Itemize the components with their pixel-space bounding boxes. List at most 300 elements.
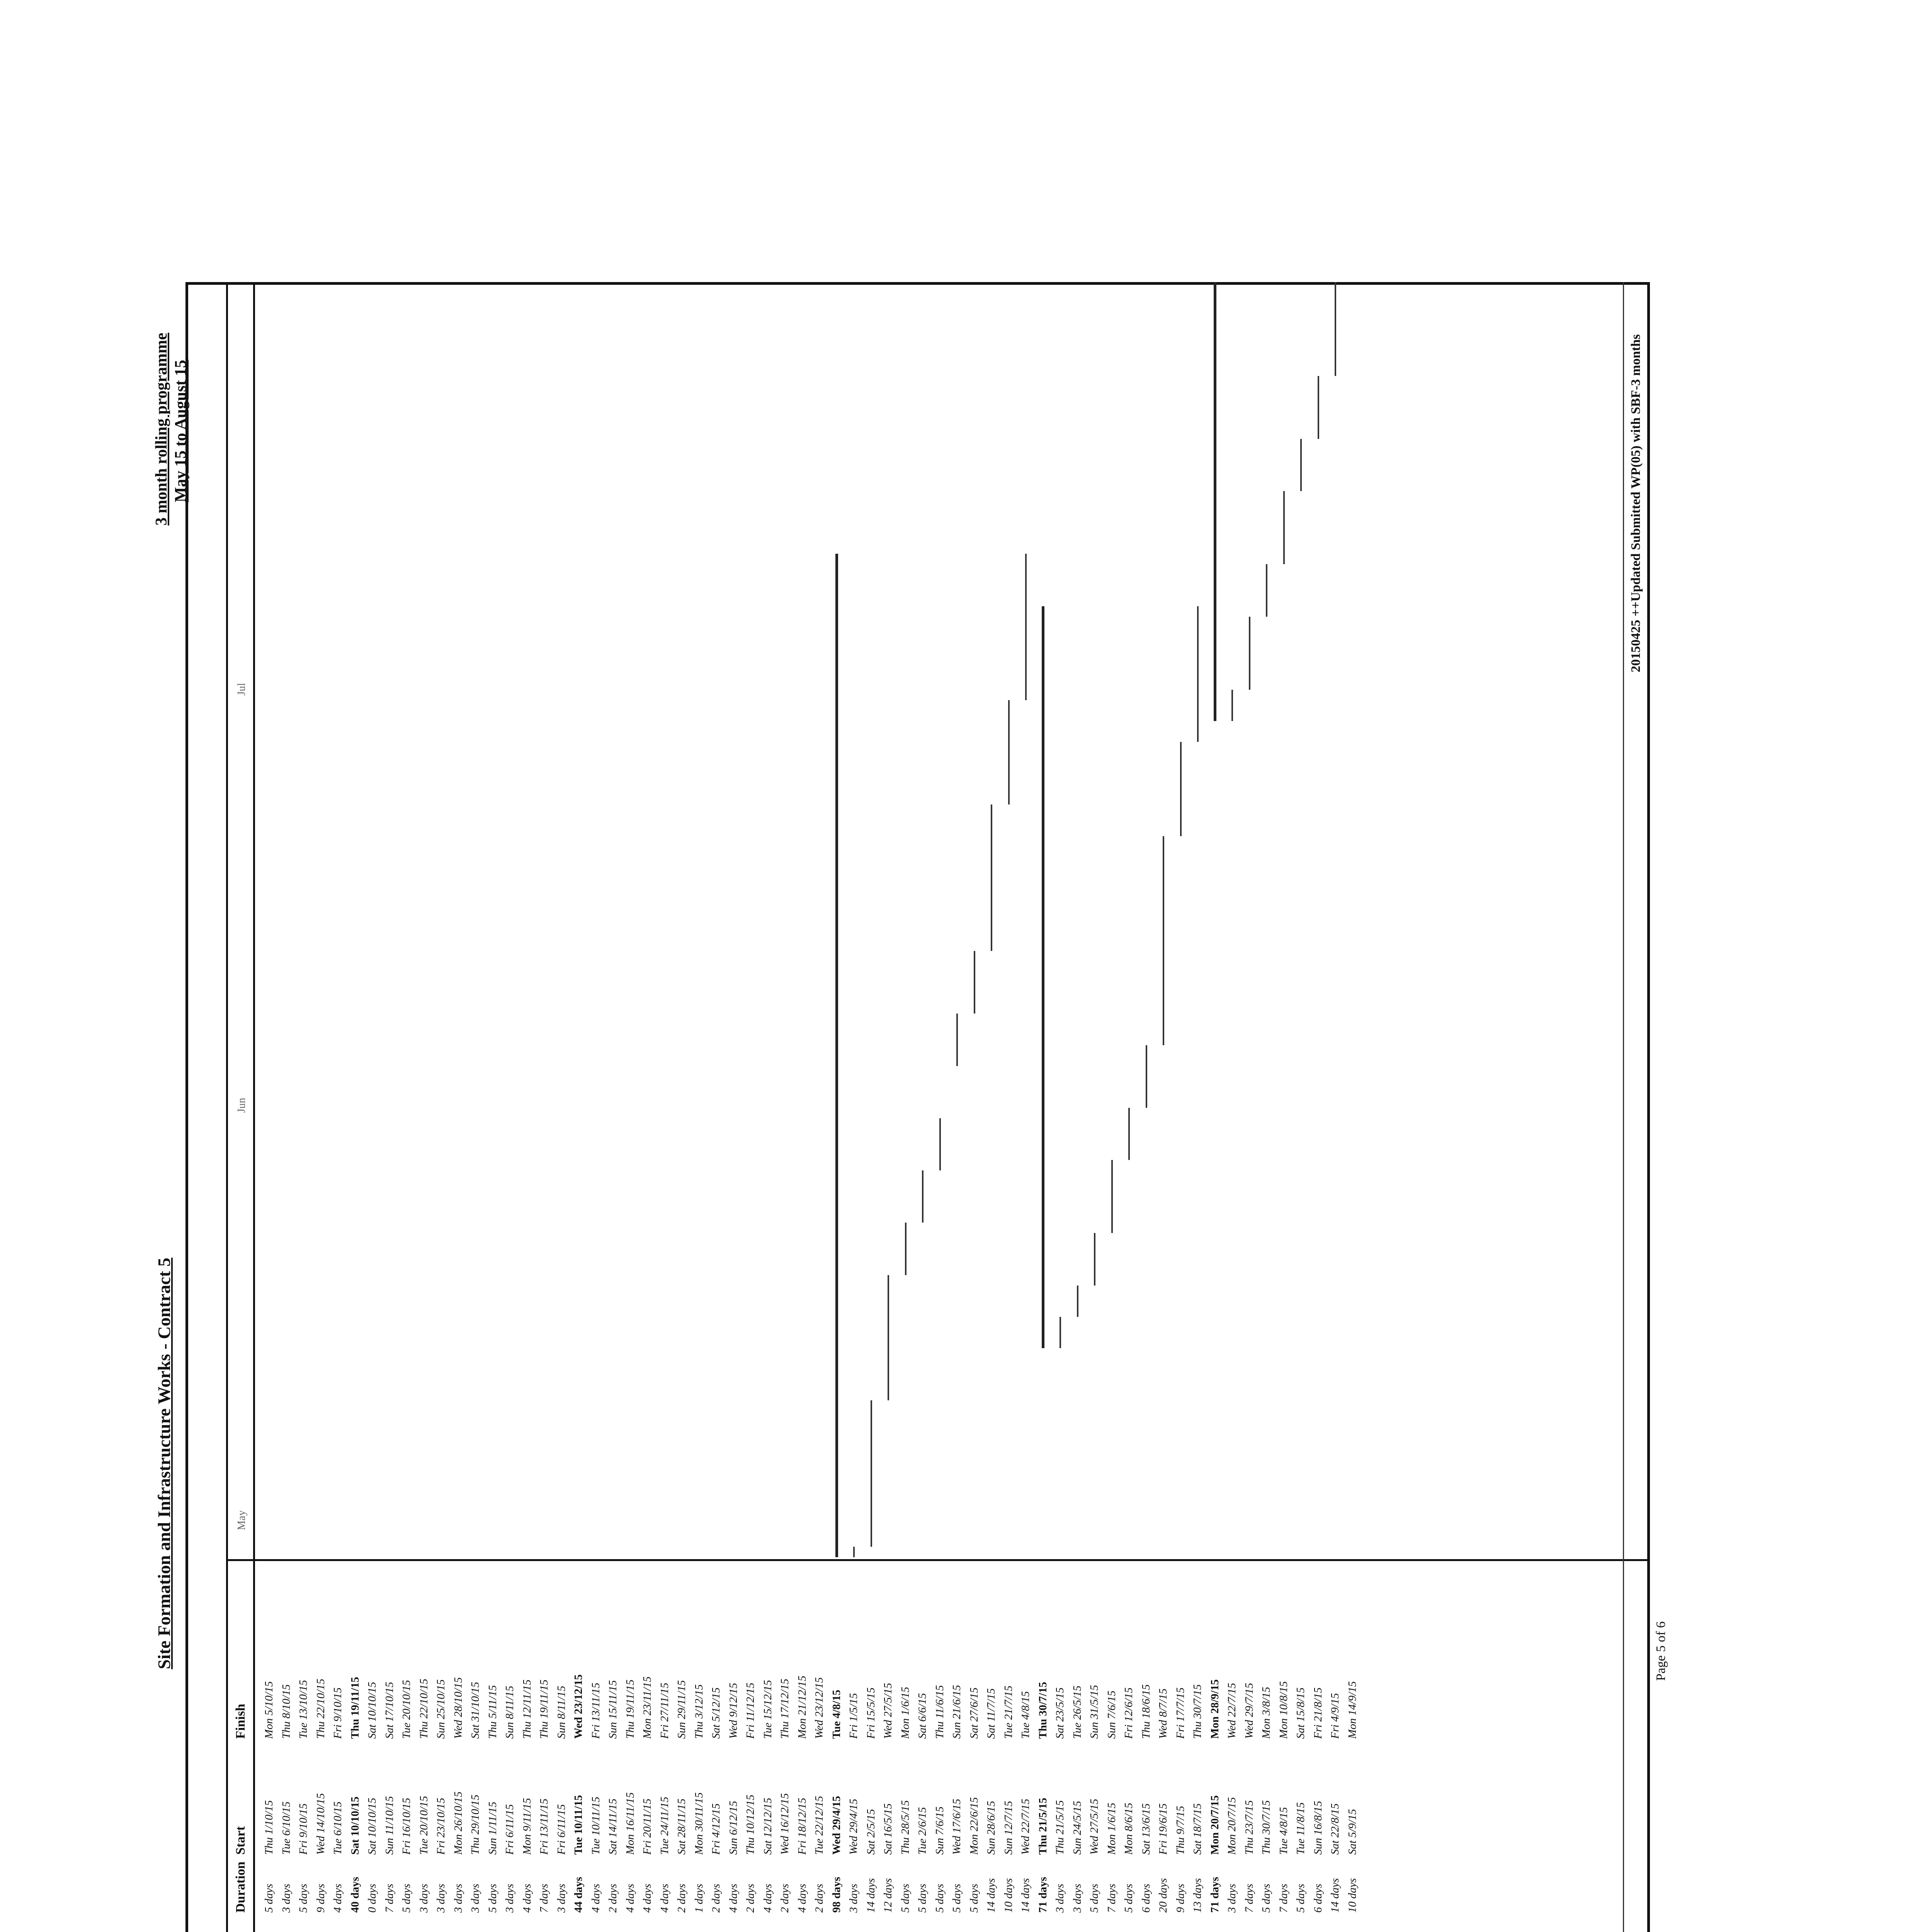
task-finish: Thu 22/10/15 (314, 1679, 327, 1739)
task-start: Fri 9/10/15 (297, 1803, 310, 1855)
table-row (1329, 1565, 1342, 1932)
task-duration: 3 days (847, 1884, 860, 1913)
task-finish: Sun 29/11/15 (675, 1680, 688, 1739)
task-finish: Thu 12/11/15 (520, 1679, 533, 1739)
table-row (675, 1565, 688, 1932)
task-name (968, 1924, 981, 1932)
task-finish: Mon 23/11/15 (641, 1676, 653, 1739)
gantt-bar (1094, 1233, 1095, 1286)
table-row (263, 1565, 276, 1932)
task-duration: 6 days (1139, 1884, 1152, 1913)
task-finish: Thu 30/7/15 (1036, 1682, 1049, 1739)
task-name (762, 1924, 774, 1932)
task-start: Sat 10/10/15 (349, 1796, 361, 1855)
task-name (985, 1924, 998, 1932)
task-name (1209, 1924, 1221, 1932)
table-row (503, 1565, 516, 1932)
task-start: Thu 10/12/15 (744, 1794, 757, 1855)
table-row (486, 1565, 499, 1932)
gantt-bar (888, 1275, 889, 1401)
task-finish: Wed 22/7/15 (1226, 1683, 1238, 1739)
table-row (538, 1565, 551, 1932)
task-finish: Tue 20/10/15 (400, 1680, 413, 1739)
task-finish: Wed 28/10/15 (452, 1677, 464, 1739)
table-row (1157, 1565, 1170, 1932)
task-duration: 2 days (607, 1884, 619, 1913)
task-name (469, 1924, 482, 1932)
task-duration: 5 days (1294, 1884, 1307, 1913)
table-row (349, 1565, 362, 1932)
table-row (1088, 1565, 1101, 1932)
task-start: Sat 10/10/15 (366, 1798, 378, 1855)
table-row (452, 1565, 465, 1932)
task-duration: 10 days (1346, 1878, 1359, 1913)
task-finish: Mon 14/9/15 (1346, 1681, 1359, 1739)
task-duration: 2 days (675, 1884, 688, 1913)
task-start: Fri 4/12/15 (710, 1803, 722, 1855)
gantt-bar (1249, 617, 1250, 690)
task-name (727, 1924, 740, 1932)
task-start: Thu 9/7/15 (1174, 1806, 1187, 1855)
task-start: Sun 28/6/15 (985, 1801, 997, 1855)
table-row (1019, 1565, 1032, 1932)
task-duration: 1 days (692, 1884, 705, 1913)
task-finish: Thu 19/11/15 (624, 1679, 636, 1739)
task-finish: Thu 18/6/15 (1139, 1684, 1152, 1739)
task-start: Fri 6/11/15 (503, 1804, 516, 1855)
task-start: Sat 28/11/15 (675, 1798, 688, 1855)
task-duration: 2 days (744, 1884, 757, 1913)
task-start: Sun 1/11/15 (486, 1801, 499, 1855)
task-start: Thu 21/5/15 (1054, 1800, 1066, 1855)
task-duration: 6 days (1311, 1884, 1324, 1913)
gantt-bar (1335, 282, 1336, 376)
task-duration: 3 days (417, 1884, 430, 1913)
table-row (1140, 1565, 1153, 1932)
table-row (624, 1565, 637, 1932)
task-name (521, 1924, 534, 1932)
task-duration: 9 days (1174, 1884, 1187, 1913)
task-start: Sat 2/5/15 (864, 1809, 877, 1855)
task-duration: 9 days (314, 1884, 327, 1913)
gantt-bar (1042, 606, 1044, 1348)
table-row (1002, 1565, 1015, 1932)
task-duration: 3 days (469, 1884, 481, 1913)
table-row (383, 1565, 396, 1932)
task-finish: Fri 1/5/15 (847, 1693, 860, 1739)
gantt-bar (1266, 564, 1267, 616)
table-row (1294, 1565, 1307, 1932)
task-duration: 5 days (899, 1884, 912, 1913)
task-duration: 7 days (383, 1884, 396, 1913)
task-finish: Fri 27/11/15 (658, 1682, 671, 1739)
gantt-bar (991, 804, 992, 951)
footer-rule (1623, 282, 1624, 1932)
task-duration: 5 days (1088, 1884, 1100, 1913)
table-row (968, 1565, 981, 1932)
task-finish: Thu 19/11/15 (349, 1677, 361, 1739)
task-duration: 3 days (503, 1884, 516, 1913)
task-duration: 44 days (572, 1877, 585, 1913)
header-rule (226, 282, 228, 1932)
task-name (796, 1924, 809, 1932)
task-name (1071, 1924, 1084, 1932)
task-duration: 5 days (968, 1884, 980, 1913)
task-finish: Wed 23/12/15 (572, 1674, 585, 1739)
footer-page: Page 5 of 6 (1654, 1621, 1668, 1681)
gantt-bar (1163, 836, 1164, 1045)
task-name (1054, 1924, 1066, 1932)
task-finish: Thu 22/10/15 (417, 1679, 430, 1739)
task-finish: Wed 27/5/15 (882, 1683, 894, 1739)
task-name (1277, 1924, 1290, 1932)
task-name (1226, 1924, 1238, 1932)
table-row (779, 1565, 791, 1932)
table-row (607, 1565, 619, 1932)
task-start: Fri 18/12/15 (796, 1798, 808, 1855)
task-duration: 3 days (1226, 1884, 1238, 1913)
task-duration: 3 days (452, 1884, 464, 1913)
table-row (710, 1565, 723, 1932)
task-name (658, 1924, 671, 1932)
task-name (1260, 1924, 1273, 1932)
programme-period: May 15 to August 15 (172, 360, 190, 502)
task-finish: Mon 1/6/15 (899, 1687, 912, 1739)
task-start: Mon 16/11/15 (624, 1792, 636, 1855)
task-finish: Sun 21/6/15 (951, 1685, 963, 1739)
task-name (555, 1924, 568, 1932)
task-finish: Sun 8/11/15 (555, 1685, 568, 1739)
task-duration: 5 days (400, 1884, 413, 1913)
task-finish: Sat 31/10/15 (469, 1682, 481, 1739)
table-row (1209, 1565, 1221, 1932)
footer-revision: 20150425 ++Updated Submitted WP(05) with SBF-3 months (1629, 334, 1643, 672)
task-duration: 4 days (624, 1884, 636, 1913)
task-start: Tue 10/11/15 (589, 1796, 602, 1855)
task-duration: 98 days (830, 1877, 843, 1913)
task-name (572, 1924, 585, 1932)
task-name (744, 1924, 757, 1932)
task-name (1329, 1924, 1342, 1932)
task-finish: Thu 17/12/15 (779, 1679, 791, 1739)
gantt-bar (871, 1400, 872, 1547)
table-row (572, 1565, 585, 1932)
task-name (1105, 1924, 1118, 1932)
gantt-bar (835, 554, 838, 1557)
task-duration: 5 days (1122, 1884, 1135, 1913)
task-name (1346, 1924, 1359, 1932)
task-duration: 5 days (486, 1884, 499, 1913)
task-duration: 71 days (1036, 1877, 1049, 1913)
table-row (1226, 1565, 1238, 1932)
task-name (607, 1924, 619, 1932)
task-name (951, 1924, 963, 1932)
task-start: Wed 29/4/15 (830, 1796, 843, 1855)
task-name (1002, 1924, 1015, 1932)
task-duration: 4 days (520, 1884, 533, 1913)
task-start: Fri 16/10/15 (400, 1798, 413, 1855)
task-finish: Sat 6/6/15 (916, 1693, 929, 1739)
task-finish: Sat 11/7/15 (985, 1688, 997, 1739)
task-name (1243, 1924, 1256, 1932)
task-start: Sun 7/6/15 (933, 1806, 946, 1855)
task-name (486, 1924, 499, 1932)
gantt-bar (1231, 690, 1233, 721)
table-row (1105, 1565, 1118, 1932)
task-name (1088, 1924, 1101, 1932)
gantt-bar (956, 1014, 958, 1066)
table-row (555, 1565, 568, 1932)
task-name (934, 1924, 946, 1932)
table-row (297, 1565, 310, 1932)
table-row (366, 1565, 379, 1932)
task-duration: 5 days (933, 1884, 946, 1913)
task-duration: 3 days (1071, 1884, 1083, 1913)
task-name (1312, 1924, 1325, 1932)
works-title: Site Formation and Infrastructure Works - Contract 5 (154, 1257, 174, 1669)
table-row (521, 1565, 534, 1932)
task-finish: Fri 12/6/15 (1122, 1687, 1135, 1739)
task-finish: Sat 23/5/15 (1054, 1687, 1066, 1739)
timescale-month-1: May (236, 1510, 248, 1530)
task-start: Fri 13/11/15 (538, 1798, 550, 1855)
task-name (332, 1924, 344, 1932)
table-row (1312, 1565, 1325, 1932)
task-start: Mon 20/7/15 (1226, 1797, 1238, 1855)
task-finish: Sat 27/6/15 (968, 1687, 980, 1739)
task-finish: Thu 3/12/15 (692, 1684, 705, 1739)
table-row (899, 1565, 912, 1932)
gantt-bar (1300, 439, 1302, 491)
task-finish: Tue 13/10/15 (297, 1680, 310, 1739)
task-duration: 14 days (985, 1878, 997, 1913)
table-row (280, 1565, 293, 1932)
gantt-bar (1180, 742, 1182, 836)
task-duration: 7 days (1105, 1884, 1118, 1913)
table-row (727, 1565, 740, 1932)
task-name (916, 1924, 929, 1932)
task-name (538, 1924, 551, 1932)
table-row (762, 1565, 774, 1932)
task-start: Wed 29/4/15 (847, 1799, 860, 1855)
task-start: Fri 6/11/15 (555, 1804, 568, 1855)
task-start: Fri 19/6/15 (1157, 1803, 1169, 1855)
task-start: Sat 13/6/15 (1139, 1803, 1152, 1855)
table-row (744, 1565, 757, 1932)
task-start: Thu 28/5/15 (899, 1800, 912, 1855)
task-name (813, 1924, 826, 1932)
task-name (847, 1924, 860, 1932)
table-row (1037, 1565, 1049, 1932)
task-name (675, 1924, 688, 1932)
table-row (418, 1565, 430, 1932)
task-start: Mon 20/7/15 (1208, 1795, 1221, 1855)
gantt-bar (853, 1547, 855, 1557)
table-row (641, 1565, 654, 1932)
task-duration: 4 days (727, 1884, 740, 1913)
task-duration: 7 days (1277, 1884, 1290, 1913)
task-name (503, 1924, 516, 1932)
gantt-bar (1060, 1317, 1061, 1348)
table-row (590, 1565, 602, 1932)
gantt-bar (1146, 1045, 1147, 1108)
table-row (658, 1565, 671, 1932)
task-name (383, 1924, 396, 1932)
task-name (280, 1924, 293, 1932)
task-start: Thu 23/7/15 (1243, 1800, 1255, 1855)
task-finish: Thu 11/6/15 (933, 1685, 946, 1739)
task-finish: Tue 4/8/15 (1019, 1691, 1032, 1739)
task-name (1140, 1924, 1153, 1932)
task-name (1037, 1924, 1049, 1932)
task-finish: Tue 21/7/15 (1002, 1685, 1015, 1739)
gantt-bar (1318, 376, 1319, 439)
task-start: Fri 20/11/15 (641, 1798, 653, 1855)
task-start: Sat 22/8/15 (1329, 1803, 1341, 1855)
task-start: Mon 30/11/15 (692, 1792, 705, 1855)
task-start: Sat 16/5/15 (882, 1803, 894, 1855)
task-name (418, 1924, 430, 1932)
task-name (830, 1924, 843, 1932)
task-duration: 10 days (1002, 1878, 1015, 1913)
task-name (899, 1924, 912, 1932)
task-duration: 3 days (435, 1884, 447, 1913)
task-duration: 4 days (332, 1884, 344, 1913)
task-start: Mon 8/6/15 (1122, 1803, 1135, 1855)
task-finish: Fri 4/9/15 (1329, 1693, 1341, 1739)
task-finish: Sun 7/6/15 (1105, 1690, 1118, 1739)
task-start: Mon 1/6/15 (1105, 1803, 1118, 1855)
task-duration: 4 days (589, 1884, 602, 1913)
table-row (813, 1565, 826, 1932)
table-row (1346, 1565, 1359, 1932)
task-name (1157, 1924, 1170, 1932)
table-row (830, 1565, 843, 1932)
task-name (1294, 1924, 1307, 1932)
task-start: Tue 6/10/15 (280, 1801, 293, 1855)
task-duration: 13 days (1191, 1878, 1204, 1913)
table-row (916, 1565, 929, 1932)
gantt-bar (1128, 1108, 1130, 1160)
task-duration: 5 days (263, 1884, 275, 1913)
task-start: Wed 14/10/15 (314, 1793, 327, 1855)
task-name (882, 1924, 895, 1932)
table-row (1174, 1565, 1187, 1932)
task-name (1174, 1924, 1187, 1932)
task-finish: Thu 8/10/15 (280, 1684, 293, 1739)
task-name (366, 1924, 379, 1932)
task-start: Thu 21/5/15 (1036, 1798, 1049, 1855)
table-row (332, 1565, 344, 1932)
task-duration: 4 days (658, 1884, 671, 1913)
table-row (435, 1565, 447, 1932)
task-finish: Sun 15/11/15 (607, 1680, 619, 1739)
table-row (796, 1565, 809, 1932)
task-start: Sat 18/7/15 (1191, 1803, 1204, 1855)
task-finish: Fri 11/12/15 (744, 1682, 757, 1739)
task-name (779, 1924, 791, 1932)
task-name (1191, 1924, 1204, 1932)
task-duration: 7 days (1243, 1884, 1255, 1913)
task-name (693, 1924, 706, 1932)
task-duration: 7 days (538, 1884, 550, 1913)
table-row (1054, 1565, 1066, 1932)
task-duration: 5 days (1260, 1884, 1272, 1913)
task-finish: Fri 9/10/15 (332, 1687, 344, 1739)
task-finish: Mon 3/8/15 (1260, 1687, 1272, 1739)
table-row (1277, 1565, 1290, 1932)
gantt-divider (226, 1559, 1650, 1561)
task-name (263, 1924, 276, 1932)
task-start: Sun 16/8/15 (1311, 1801, 1324, 1855)
task-start: Sun 12/7/15 (1002, 1801, 1015, 1855)
table-row (400, 1565, 413, 1932)
task-finish: Sat 5/12/15 (710, 1687, 722, 1739)
task-start: Tue 4/8/15 (1277, 1807, 1290, 1855)
table-row (882, 1565, 895, 1932)
task-finish: Wed 9/12/15 (727, 1683, 740, 1739)
task-duration: 14 days (1329, 1878, 1341, 1913)
task-name (435, 1924, 447, 1932)
gantt-bar (1077, 1286, 1078, 1317)
programme-sheet (147, 243, 1689, 1932)
task-duration: 3 days (1054, 1884, 1066, 1913)
task-duration: 4 days (796, 1884, 808, 1913)
task-name (349, 1924, 362, 1932)
task-finish: Tue 26/5/15 (1071, 1685, 1083, 1739)
task-name (1122, 1924, 1135, 1932)
task-duration: 71 days (1208, 1877, 1221, 1913)
task-start: Sun 24/5/15 (1071, 1801, 1083, 1855)
table-row (847, 1565, 860, 1932)
gantt-bar (939, 1118, 941, 1170)
table-row (985, 1565, 998, 1932)
table-row (1122, 1565, 1135, 1932)
task-name (400, 1924, 413, 1932)
task-duration: 3 days (555, 1884, 568, 1913)
task-name (297, 1924, 310, 1932)
table-row (1243, 1565, 1256, 1932)
task-name (590, 1924, 602, 1932)
col-start: Start (233, 1826, 248, 1855)
table-row (469, 1565, 482, 1932)
gantt-bar (922, 1170, 923, 1223)
task-duration: 2 days (710, 1884, 722, 1913)
task-duration: 2 days (813, 1884, 825, 1913)
task-finish: Sun 31/5/15 (1088, 1685, 1100, 1739)
task-duration: 14 days (864, 1878, 877, 1913)
table-row (1260, 1565, 1273, 1932)
task-start: Tue 20/10/15 (417, 1796, 430, 1855)
task-finish: Wed 29/7/15 (1243, 1683, 1255, 1739)
gantt-bar (1197, 606, 1199, 742)
task-finish: Tue 4/8/15 (830, 1689, 843, 1739)
task-start: Mon 26/10/15 (452, 1791, 464, 1855)
task-start: Wed 17/6/15 (951, 1799, 963, 1855)
task-duration: 12 days (882, 1878, 894, 1913)
task-duration: 2 days (779, 1884, 791, 1913)
task-finish: Sat 17/10/15 (383, 1682, 396, 1739)
task-duration: 4 days (641, 1884, 653, 1913)
task-start: Wed 22/7/15 (1019, 1799, 1032, 1855)
task-finish: Thu 19/11/15 (538, 1679, 550, 1739)
task-duration: 14 days (1019, 1878, 1032, 1913)
task-finish: Sun 8/11/15 (503, 1685, 516, 1739)
gantt-bar (1111, 1160, 1113, 1233)
task-start: Wed 16/12/15 (779, 1793, 791, 1855)
task-name (452, 1924, 465, 1932)
task-start: Sat 14/11/15 (607, 1798, 619, 1855)
